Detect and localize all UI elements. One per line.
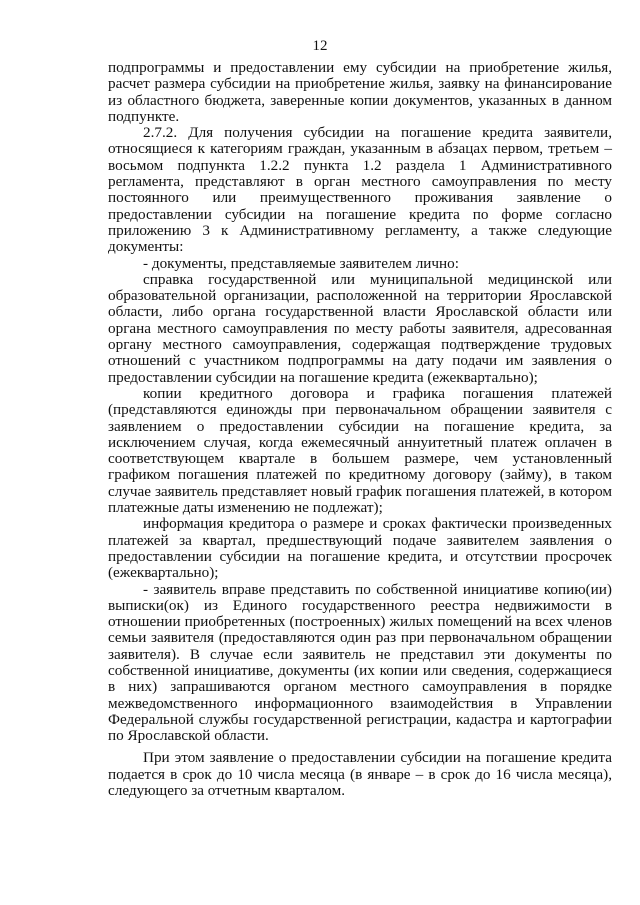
paragraph: подпрограммы и предоставлении ему субсидии на приобретение жилья, расчет размера субсидии на приобретение жилья, заявку на финансирование из областного бюджета, заверенные копии документов, указанных в данном подпункте. [108,59,612,125]
paragraph: справка государственной или муниципальной медицинской или образовательной организации, расположенной на территории Ярославской области, либо органа государственной власти Ярославской области или органа местного самоуправления по месту работы заявителя, адресованная органу местного самоуправления, содержащая подтверждение трудовых отношений с участником подпрограммы на дату подачи им заявления о предоставлении субсидии на погашение кредита (ежеквартально); [108,270,612,386]
paragraph: информация кредитора о размере и сроках фактически произведенных платежей за квартал, предшествующий подаче заявителем заявления о предоставлении субсидии на погашение кредита, и отсутствии просрочек (ежеквартально); [108,515,612,582]
paragraph: - документы, представляемые заявителем лично: [143,254,459,272]
document-body [108,60,612,799]
page-number: 12 [312,38,328,54]
paragraph: При этом заявление о предоставлении субсидии на погашение кредита подается в срок до 10 числа месяца (в январе – в срок до 16 числа месяца), следующего за отчетным кварталом. [108,749,612,800]
paragraph: 2.7.2. Для получения субсидии на погашение кредита заявители, относящиеся к категориям граждан, указанным в абзацах первом, третьем – восьмом подпункта 1.2.2 пункта 1.2 раздела 1 Административного регламента, представляют в орган местного самоуправления по месту постоянного или преимущественного проживания заявление о предоставлении субсидии на погашение кредита по форме согласно приложению 3 к Административному регламенту, а также следующие документы: [108,124,612,256]
paragraph: копии кредитного договора и графика погашения платежей (представляются единожды при первоначальном обращении заявителя с заявлением о предоставлении субсидии на погашение кредита, за исключением случая, когда ежемесячный аннуитетный платеж оплачен в соответствующем квартале в большем размере, чем установленный графиком погашения платежей по кредитному договору (займу), в таком случае заявитель представляет новый график погашения платежей, в котором платежные даты изменению не подлежат); [108,384,612,517]
paragraph: - заявитель вправе представить по собственной инициативе копию(ии) выписки(ок) из Единого государственного реестра недвижимости в отношении приобретенных (построенных) жилых помещений на всех членов семьи заявителя (предоставляются один раз при первоначальном обращении заявителя). В случае если заявитель не представил эти документы по собственной инициативе, документы (их копии или сведения, содержащиеся в них) запрашиваются органом местного самоуправления в порядке межведомственного информационного взаимодействия в Управлении Федеральной службы государственной регистрации, кадастра и картографии по Ярославской области. [108,580,612,745]
